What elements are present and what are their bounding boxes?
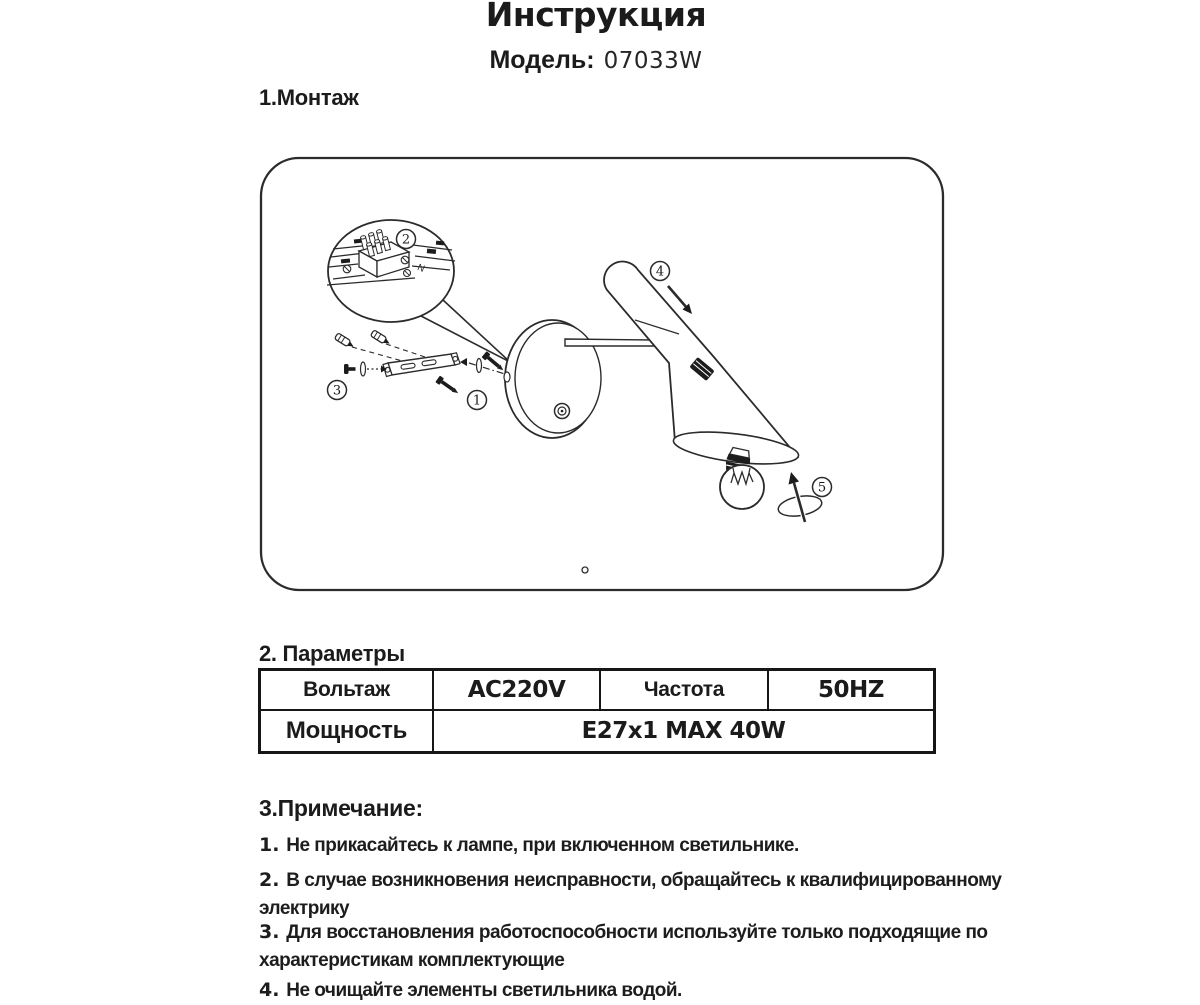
installation-diagram — [255, 150, 945, 595]
step-2-label: 2 — [401, 232, 411, 248]
parameters-table — [258, 668, 936, 754]
section-params-heading: 2. Параметры — [259, 641, 405, 666]
model-number: 07033W — [603, 48, 703, 74]
note-2-line-2: электрику — [259, 898, 350, 919]
section-notes-heading: 3.Примечание: — [259, 795, 423, 821]
model-label: Модель: — [489, 46, 595, 74]
neutral-terminal-mark: N — [415, 262, 427, 275]
power-value-cell: E27x1 MAX 40W — [432, 709, 933, 751]
plate-button — [555, 404, 570, 419]
note-3-line-1: 3. Для восстановления работоспособности используйте только подходящие по — [259, 921, 988, 943]
voltage-label-cell: Вольтаж — [303, 678, 390, 701]
note-4-number: 4. — [259, 979, 280, 1001]
page-title: Инструкция — [485, 0, 707, 34]
step-1-label: 1 — [472, 393, 482, 409]
note-4-text: Не очищайте элементы светильника водой. — [286, 980, 682, 1001]
note-1-text: Не прикасайтесь к лампе, при включенном светильнике. — [286, 835, 799, 856]
small-hole-mark — [582, 567, 588, 573]
step-4-label: 4 — [655, 264, 665, 280]
voltage-value-cell: AC220V — [432, 671, 599, 709]
step-5-label: 5 — [817, 480, 827, 496]
note-item-2 — [259, 866, 1001, 923]
note-2-number: 2. — [259, 869, 280, 891]
support-rod — [565, 339, 654, 346]
note-1-number: 1. — [259, 834, 280, 856]
step-3-label: 3 — [332, 383, 342, 399]
section-montage-heading: 1.Монтаж — [259, 85, 359, 110]
wall-plate — [504, 320, 601, 438]
frequency-label-cell: Частота — [599, 671, 767, 709]
note-item-4 — [259, 976, 682, 1005]
note-2-line-1: 2. В случае возникновения неисправности, обращайтесь к квалифицированному — [259, 869, 1002, 891]
model-line — [0, 45, 1192, 79]
plate-screw-hole — [504, 372, 510, 382]
note-3-number: 3. — [259, 921, 280, 943]
frequency-value-cell: 50HZ — [767, 671, 933, 709]
note-item-3 — [259, 918, 988, 975]
note-3-line-2: характеристикам комплектующие — [259, 950, 565, 971]
power-label-cell: Мощность — [261, 709, 432, 751]
note-item-1 — [259, 831, 799, 860]
